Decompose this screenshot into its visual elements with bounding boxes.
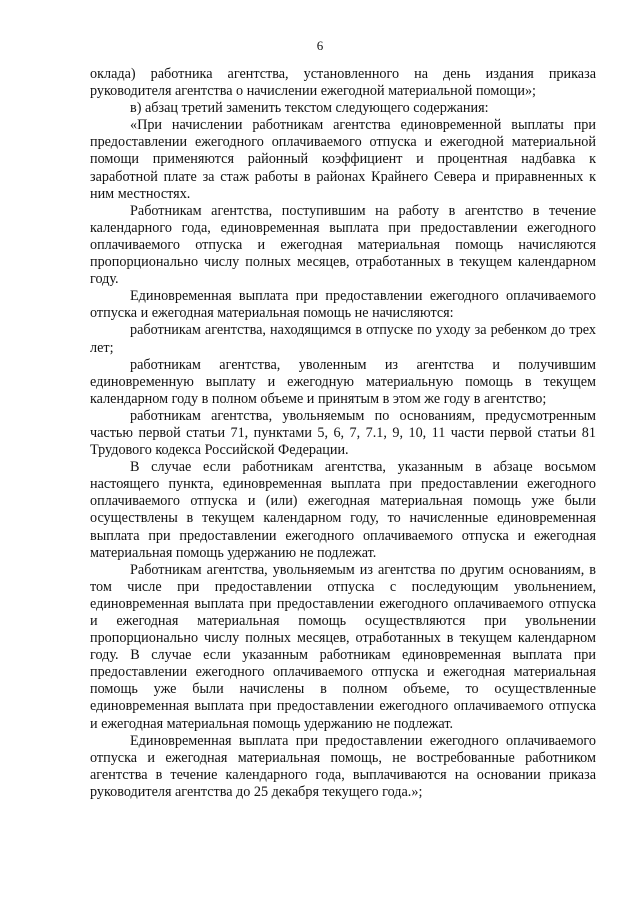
paragraph: Работникам агентства, поступившим на работу в агентство в течение календарного года, единовременная выплата при предоставлении ежегодного оплачиваемого отпуска и ежегодная материальная помощь начисляются пропорционально числу полных месяцев, отработанных в текущем календарном году. [90, 202, 596, 288]
page-number: 6 [316, 38, 324, 53]
paragraph: работникам агентства, уволенным из агентства и получившим единовременную выплату и ежегодную материальную помощь в текущем календарном году в полном объеме и принятым в этом же году в агентство; [90, 356, 596, 407]
paragraph: Единовременная выплата при предоставлении ежегодного оплачиваемого отпуска и ежегодная материальная помощь не начисляются: [90, 288, 596, 322]
paragraph: В случае если работникам агентства, указанным в абзаце восьмом настоящего пункта, единовременная выплата при предоставлении ежегодного оплачиваемого отпуска и (или) ежегодная материальная помощь уже были осуществлены в текущем календарном году, то начисленные единовременная выплата при предоставлении ежегодного оплачиваемого отпуска и ежегодная материальная помощь удержанию не подлежат. [90, 459, 596, 561]
paragraph: Работникам агентства, увольняемым из агентства по другим основаниям, в том числе при предоставлении отпуска с последующим увольнением, единовременная выплата при предоставлении ежегодного оплачиваемого отпуска и ежегодная материальная помощь осуществляются при увольнении пропорционально числу полных месяцев, отработанных в текущем календарном году. В случае если указанным работникам единовременная выплата при предоставлении ежегодного оплачиваемого отпуска и ежегодная материальная помощь уже были начислены в полном объеме, то осуществленные единовременная выплата при предоставлении ежегодного оплачиваемого отпуска и ежегодная материальная помощь удержанию не подлежат. [90, 561, 596, 732]
paragraph: работникам агентства, увольняемым по основаниям, предусмотренным частью первой статьи 71, пунктами 5, 6, 7, 7.1, 9, 10, 11 части первой статьи 81 Трудового кодекса Российской Федерации. [90, 407, 596, 459]
paragraph: оклада) работника агентства, установленного на день издания приказа руководителя агентства о начислении ежегодной материальной помощи»; [90, 66, 596, 100]
paragraph: Единовременная выплата при предоставлении ежегодного оплачиваемого отпуска и ежегодная материальная помощь, не востребованные работником агентства в течение календарного года, выплачиваются на основании приказа руководителя агентства до 25 декабря текущего года.»; [90, 732, 596, 800]
paragraph: в) абзац третий заменить текстом следующего содержания: [130, 100, 489, 117]
paragraph: «При начислении работникам агентства единовременной выплаты при предоставлении ежегодного оплачиваемого отпуска и ежегодной материальной помощи применяются районный коэффициент и процентная надбавка к заработной плате за стаж работы в районах Крайнего Севера и приравненных к ним местностях. [90, 117, 596, 202]
document-body [90, 66, 596, 801]
paragraph: работникам агентства, находящимся в отпуске по уходу за ребенком до трех лет; [90, 322, 596, 356]
